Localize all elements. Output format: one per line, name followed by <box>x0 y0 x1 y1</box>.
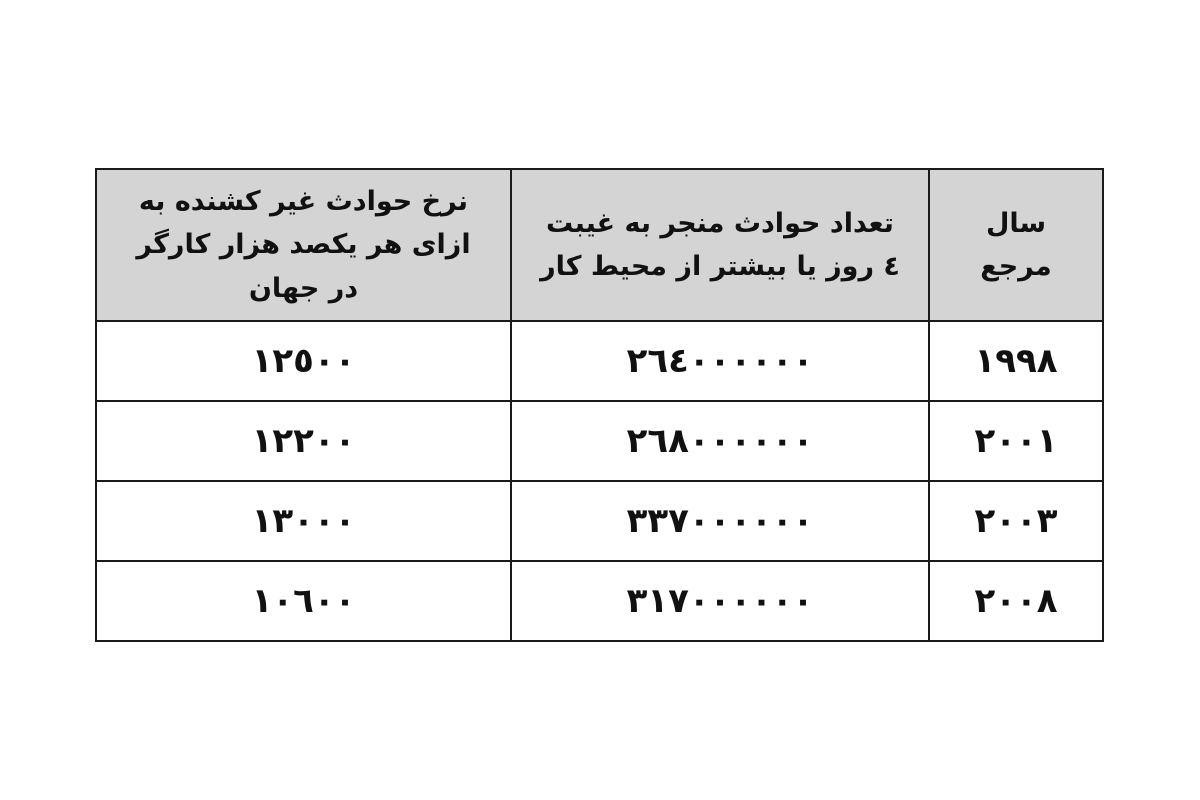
table-row <box>96 561 1103 641</box>
cell-rate: ١٢٥٠٠ <box>96 321 511 401</box>
table-header-row <box>96 169 1103 321</box>
header-reference-year: سال مرجع <box>929 169 1103 321</box>
cell-count: ٢٦٨٠٠٠٠٠٠ <box>511 401 929 481</box>
cell-rate: ١٠٦٠٠ <box>96 561 511 641</box>
header-accident-rate: نرخ حوادث غیر کشنده به ازای هر یکصد هزار کارگر در جهان <box>96 169 511 321</box>
cell-year: ٢٠٠٨ <box>929 561 1103 641</box>
table-row <box>96 321 1103 401</box>
cell-count: ٣٣٧٠٠٠٠٠٠ <box>511 481 929 561</box>
accident-statistics-table <box>95 168 1104 642</box>
table-row <box>96 481 1103 561</box>
statistics-table-container <box>95 168 1102 642</box>
cell-count: ٢٦٤٠٠٠٠٠٠ <box>511 321 929 401</box>
cell-rate: ١٢٢٠٠ <box>96 401 511 481</box>
cell-count: ٣١٧٠٠٠٠٠٠ <box>511 561 929 641</box>
cell-year: ١٩٩٨ <box>929 321 1103 401</box>
cell-year: ٢٠٠٣ <box>929 481 1103 561</box>
header-accident-count: تعداد حوادث منجر به غیبت ٤ روز یا بیشتر از محیط کار <box>511 169 929 321</box>
table-row <box>96 401 1103 481</box>
cell-rate: ١٣٠٠٠ <box>96 481 511 561</box>
cell-year: ٢٠٠١ <box>929 401 1103 481</box>
